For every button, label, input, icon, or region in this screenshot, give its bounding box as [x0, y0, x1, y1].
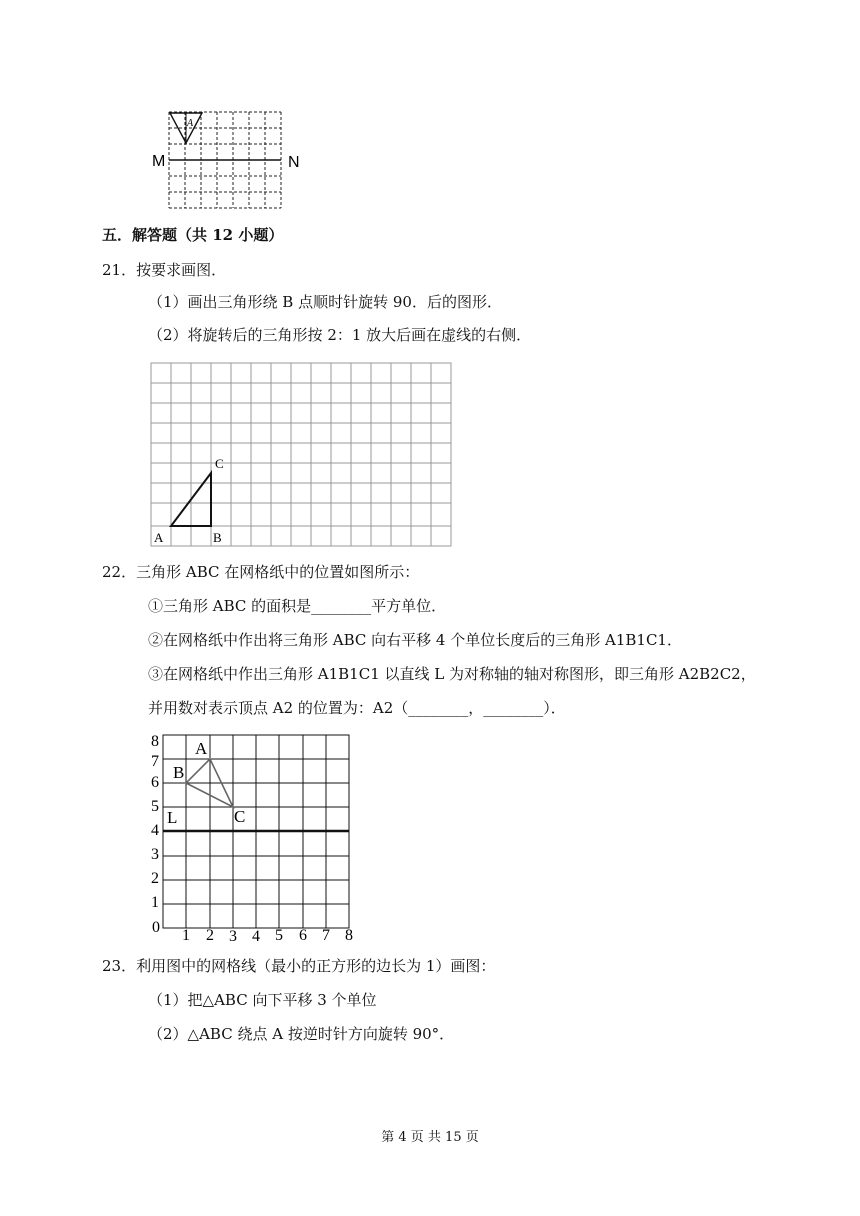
q22-part2: ②在网格纸中作出将三角形 ABC 向右平移 4 个单位长度后的三角形 A1B1C1． — [148, 631, 682, 649]
q22-grid-figure — [144, 732, 364, 944]
q22-y-ticks — [151, 733, 159, 911]
y-tick-5: 5 — [151, 798, 159, 815]
q23-title: 23．利用图中的网格线（最小的正方形的边长为 1）画图： — [102, 957, 496, 975]
q23-part2: （2）△ABC 绕点 A 按逆时针方向旋转 90°． — [148, 1025, 455, 1043]
q23-part1: （1）把△ABC 向下平移 3 个单位 — [148, 991, 377, 1009]
q21-part2: （2）将旋转后的三角形按 2：1 放大后画在虚线的右侧． — [148, 326, 532, 344]
q21-grid-figure — [148, 360, 456, 552]
x-tick-4: 4 — [252, 928, 260, 944]
y-tick-6: 6 — [151, 774, 159, 791]
q22-part4: 并用数对表示顶点 A2 的位置为：A2（________，________）． — [148, 699, 566, 717]
q22-label-c: C — [234, 807, 246, 826]
top-grid-figure — [140, 100, 320, 220]
q22-title: 22．三角形 ABC 在网格纸中的位置如图所示： — [102, 563, 420, 581]
label-n: N — [288, 154, 300, 171]
q22-label-l: L — [167, 808, 178, 827]
x-tick-2: 2 — [206, 927, 214, 944]
q22-label-b: B — [173, 763, 185, 782]
q22-x-ticks — [152, 919, 353, 944]
x-tick-1: 1 — [182, 927, 190, 944]
top-label-a: A — [187, 118, 194, 129]
y-tick-4: 4 — [151, 822, 159, 839]
q22-label-a: A — [195, 739, 208, 758]
q21-label-c: C — [215, 456, 224, 471]
x-tick-6: 6 — [299, 927, 307, 944]
y-tick-2: 2 — [151, 870, 159, 887]
q21-label-a: A — [154, 530, 164, 545]
x-tick-0: 0 — [152, 919, 160, 936]
q21-title: 21．按要求画图． — [102, 261, 227, 279]
q21-label-b: B — [213, 530, 222, 545]
x-tick-5: 5 — [275, 927, 283, 944]
q21-grid — [151, 363, 451, 546]
y-tick-1: 1 — [151, 894, 159, 911]
section-title: 五．解答题（共 12 小题） — [102, 226, 284, 244]
q21-part1: （1）画出三角形绕 B 点顺时针旋转 90．后的图形． — [148, 293, 502, 311]
page-footer: 第 4 页 共 15 页 — [381, 1130, 479, 1145]
label-m: M — [152, 153, 166, 170]
x-tick-8: 8 — [345, 927, 353, 944]
q22-part1: ①三角形 ABC 的面积是________平方单位． — [148, 597, 447, 615]
y-tick-7: 7 — [151, 753, 159, 770]
y-tick-8: 8 — [151, 733, 159, 750]
x-tick-3: 3 — [229, 928, 237, 944]
x-tick-7: 7 — [322, 927, 330, 944]
q22-part3: ③在网格纸中作出三角形 A1B1C1 以直线 L 为对称轴的轴对称图形，即三角形 A2B2C2， — [148, 665, 756, 683]
y-tick-3: 3 — [151, 846, 159, 863]
